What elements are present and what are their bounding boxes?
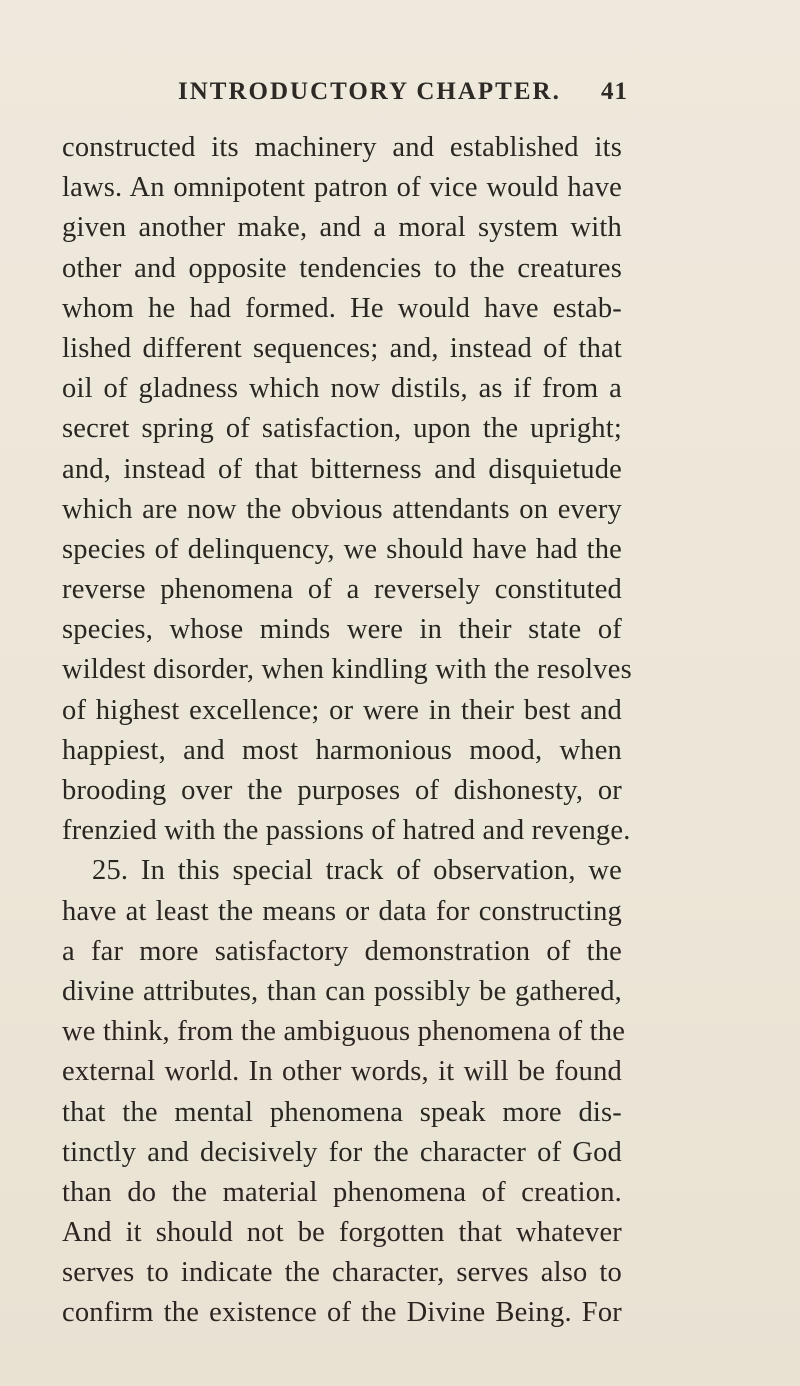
text-line: tinctly and decisively for the character of God: [62, 1136, 622, 1168]
body-text: [62, 128, 632, 1334]
text-line: confirm the existence of the Divine Being. For: [62, 1297, 622, 1329]
text-line: serves to indicate the character, serves also to: [62, 1257, 622, 1289]
text-line: And it should not be forgotten that whatever: [62, 1217, 622, 1249]
running-title: INTRODUCTORY CHAPTER.: [178, 78, 561, 105]
text-line: we think, from the ambiguous phenomena of the: [62, 1016, 626, 1048]
text-line: which are now the obvious attendants on every: [62, 493, 622, 525]
text-line: happiest, and most harmonious mood, when: [62, 734, 622, 766]
text-line: other and opposite tendencies to the creatures: [62, 252, 622, 284]
text-line: laws. An omnipotent patron of vice would have: [62, 172, 622, 204]
text-line: that the mental phenomena speak more dis-: [62, 1096, 622, 1128]
text-line: secret spring of satisfaction, upon the upright;: [62, 413, 622, 445]
text-line: brooding over the purposes of dishonesty, or: [62, 775, 622, 806]
text-line: and, instead of that bitterness and disquietude: [62, 453, 622, 485]
page-number: 41: [601, 78, 628, 105]
text-line: wildest disorder, when kindling with the resolves: [62, 654, 632, 686]
text-line: reverse phenomena of a reversely constituted: [62, 574, 622, 606]
text-line: have at least the means or data for constructing: [62, 895, 622, 927]
text-line: than do the material phenomena of creation.: [62, 1176, 622, 1208]
text-line: external world. In other words, it will be found: [62, 1056, 622, 1088]
text-line: of highest excellence; or were in their best and: [62, 694, 622, 726]
text-line: whom he had formed. He would have estab-: [62, 292, 622, 324]
text-line: species of delinquency, we should have had the: [62, 533, 622, 565]
text-line: species, whose minds were in their state of: [62, 614, 622, 646]
text-line: oil of gladness which now distils, as if from a: [62, 373, 622, 405]
running-header: [178, 78, 628, 106]
text-line: given another make, and a moral system with: [62, 212, 622, 244]
text-line: constructed its machinery and established its: [62, 132, 622, 163]
text-line: frenzied with the passions of hatred and revenge.: [62, 815, 631, 847]
text-line: divine attributes, than can possibly be gathered,: [62, 975, 622, 1007]
text-line: lished different sequences; and, instead of that: [62, 332, 622, 364]
text-line: a far more satisfactory demonstration of the: [62, 935, 622, 967]
paragraph-start-line: 25. In this special track of observation, we: [92, 855, 622, 887]
